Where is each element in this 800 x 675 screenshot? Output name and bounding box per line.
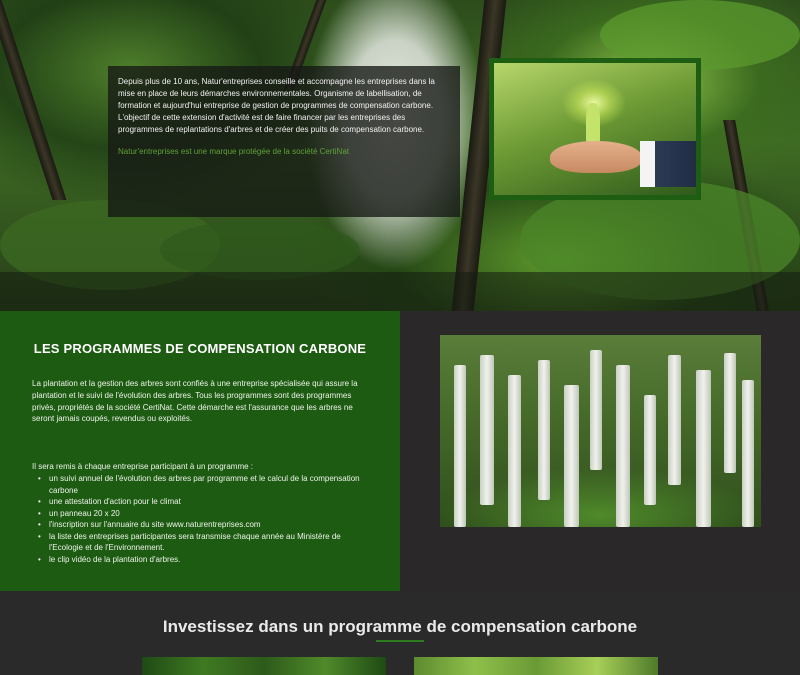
list-item: • un panneau 20 x 20 (38, 508, 368, 520)
program-description: La plantation et la gestion des arbres sont confiés à une entreprise spécialisée qui assure la plantation et le suivi de l'évolution des arbres. Tous les programmes sont des programmes privés, propriétés de la société CertiNat. Cette démarche est l'assurance que les arbres ne seront jamais coupés, revendus ou exploités. (32, 379, 358, 424)
program-thumbnail-forest[interactable] (142, 657, 386, 675)
intro-text-box (108, 66, 460, 217)
program-list-intro: Il sera remis à chaque entreprise participant à un programme : (32, 462, 253, 471)
hand-shape (550, 141, 642, 173)
sleeve-shape (640, 141, 700, 187)
sprout-shape (586, 103, 600, 143)
tree-tube (508, 375, 521, 527)
brand-protection-note: Natur'entreprises est une marque protégée de la société CertiNat (118, 147, 349, 156)
tree-tube (454, 365, 466, 527)
program-section-title: LES PROGRAMMES DE COMPENSATION CARBONE (33, 341, 367, 356)
intro-paragraph-2: L'objectif de cette extension d'activité est de faire financer par les entreprises des programmes de replantations d'arbres et de créer des puits de compensation carbone. (118, 113, 425, 134)
tree-tube (668, 355, 681, 485)
hero-forest-background (0, 0, 800, 311)
hand-holding-sprout-image (489, 58, 701, 200)
list-item: • un suivi annuel de l'évolution des arbres par programme et le calcul de la compensation carbone (38, 473, 368, 496)
tree-shelter-tubes-image (440, 335, 761, 527)
tree-tube (480, 355, 494, 505)
tree-tube (724, 353, 736, 473)
program-benefits-list (38, 473, 368, 565)
cta-heading: Investissez dans un programme de compensation carbone (162, 617, 638, 636)
program-thumbnail-trees[interactable] (414, 657, 658, 675)
list-item: • l'inscription sur l'annuaire du site www.naturentreprises.com (38, 519, 368, 531)
intro-paragraph-1: Depuis plus de 10 ans, Natur'entreprises conseille et accompagne les entreprises dans la mise en place de leurs démarches environnementales. Organisme de labellisation, de formation et aujourd'hui entreprise de gestion de programmes de compensation carbone. (118, 77, 435, 110)
tree-tube (742, 380, 754, 527)
list-item: • le clip vidéo de la plantation d'arbres. (38, 554, 368, 566)
tree-tube (538, 360, 550, 500)
tree-tube (564, 385, 579, 527)
foliage (160, 220, 360, 280)
tree-tube (696, 370, 711, 527)
tree-tube (644, 395, 656, 505)
hero-bottom-band (0, 272, 800, 311)
tree-tube (616, 365, 630, 527)
list-item: • la liste des entreprises participantes sera transmise chaque année au Ministère de l'Ecologie et de l'Environnement. (38, 531, 368, 554)
list-item: • une attestation d'action pour le climat (38, 496, 368, 508)
tree-trunk (0, 0, 66, 200)
tree-tube (590, 350, 602, 470)
heading-underline (376, 640, 424, 642)
